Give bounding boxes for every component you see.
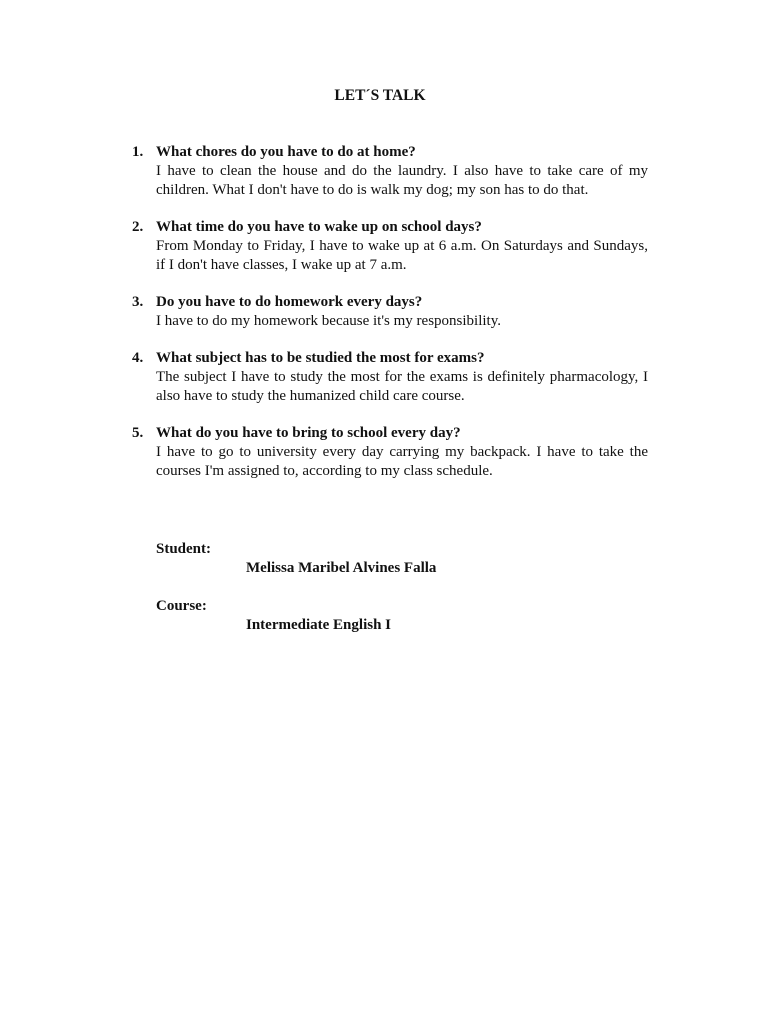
answer-text: I have to clean the house and do the laundry. I also have to take care of my children. What I don't have to do is walk my dog; my son has to do that. — [156, 163, 648, 198]
student-block — [156, 540, 636, 578]
question-number: 2. — [132, 219, 144, 235]
answer-text: From Monday to Friday, I have to wake up at 6 a.m. On Saturdays and Sundays, if I don't have classes, I wake up at 7 a.m. — [156, 238, 648, 273]
answer-text: I have to do my homework because it's my responsibility. — [156, 313, 501, 329]
question-item-4 — [128, 349, 648, 406]
question-item-2 — [128, 218, 648, 275]
answer-text: I have to go to university every day carrying my backpack. I have to take the courses I'm assigned to, according to my class schedule. — [156, 444, 648, 479]
student-label: Student: — [156, 541, 212, 557]
question-text: What time do you have to wake up on school days? — [156, 219, 482, 235]
question-item-5 — [128, 424, 648, 481]
question-text: Do you have to do homework every days? — [156, 294, 423, 310]
question-number: 3. — [132, 294, 144, 310]
question-number: 4. — [132, 350, 144, 366]
course-block — [156, 597, 636, 635]
question-list — [128, 143, 648, 499]
answer-text: The subject I have to study the most for the exams is definitely pharmacology, I also have to study the humanized child care course. — [156, 369, 648, 404]
page-title: LET´S TALK — [334, 87, 426, 104]
student-name: Melissa Maribel Alvines Falla — [246, 560, 437, 576]
question-text: What chores do you have to do at home? — [156, 144, 416, 160]
course-label: Course: — [156, 598, 207, 614]
question-text: What do you have to bring to school every day? — [156, 425, 461, 441]
question-item-1 — [128, 143, 648, 200]
question-item-3 — [128, 293, 648, 331]
question-number: 5. — [132, 425, 144, 441]
question-text: What subject has to be studied the most for exams? — [156, 350, 485, 366]
course-name: Intermediate English I — [246, 617, 392, 633]
question-number: 1. — [132, 144, 144, 160]
